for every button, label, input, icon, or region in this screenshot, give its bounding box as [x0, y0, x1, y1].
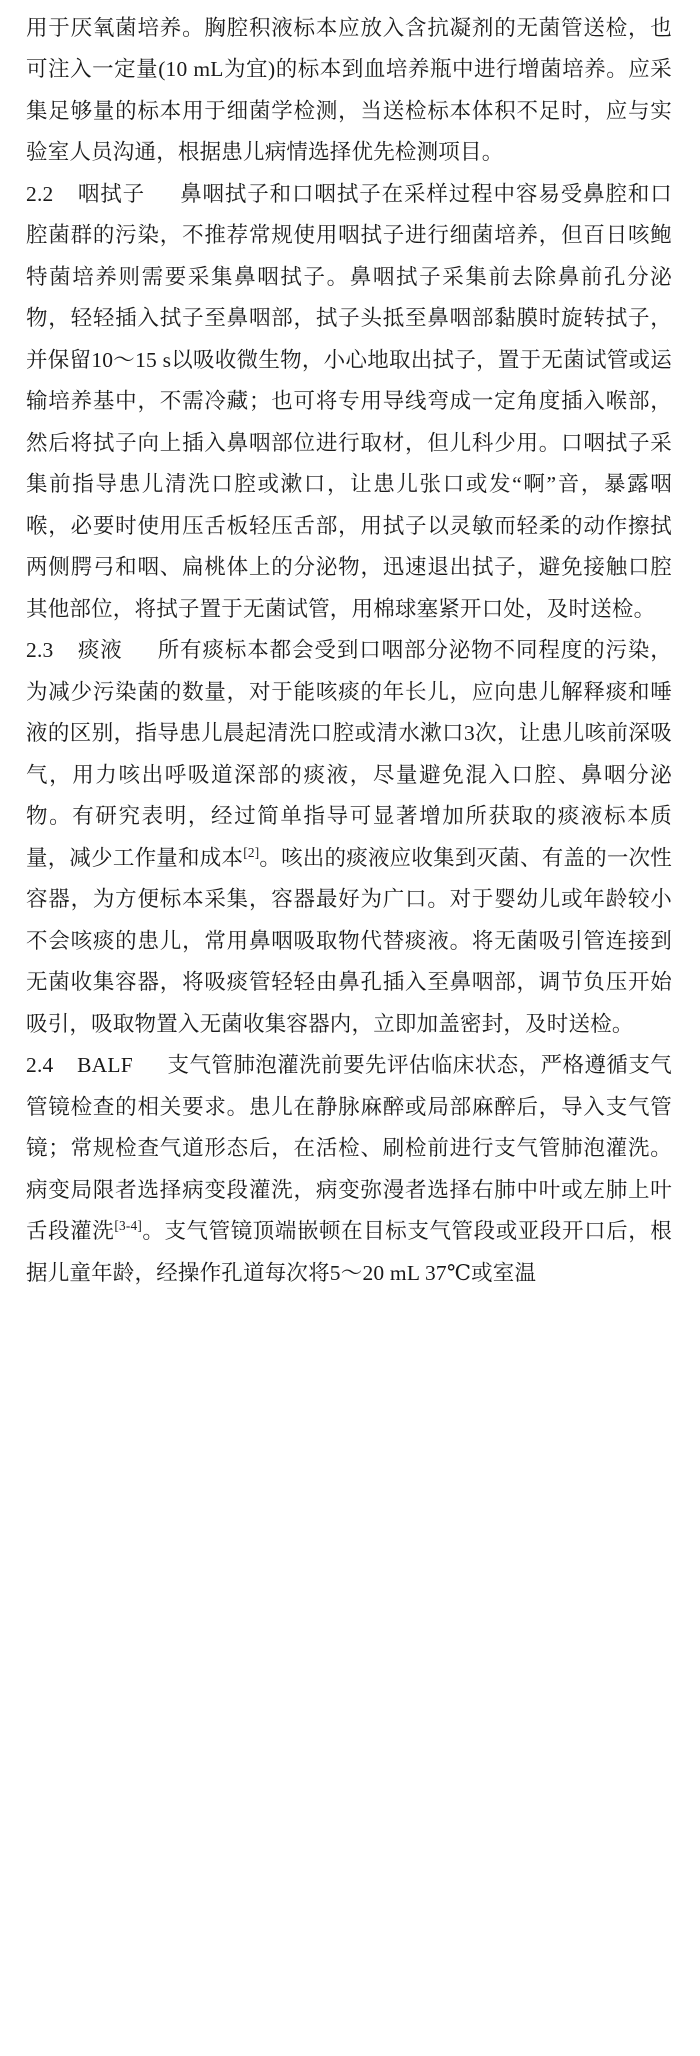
section-body-2-2: 鼻咽拭子和口咽拭子在采样过程中容易受鼻腔和口腔菌群的污染，不推荐常规使用咽拭子进行细菌培养，但百日咳鲍特菌培养则需要采集鼻咽拭子。鼻咽拭子采集前去除鼻前孔分泌物，轻轻插入拭子至鼻咽部，拭子头抵至鼻咽部黏膜时旋转拭子，并保留10～15 s以吸收微生物，小心地取出拭子，置于无菌试管或运输培养基中，不需冷藏；也可将专用导线弯成一定角度插入喉部，然后将拭子向上插入鼻咽部位进行取材，但儿科少用。口咽拭子采集前指导患儿清洗口腔或漱口，让患儿张口或发“啊”音，暴露咽喉，必要时使用压舌板轻压舌部，用拭子以灵敏而轻柔的动作擦拭两侧腭弓和咽、扁桃体上的分泌物，迅速退出拭子，避免接触口腔其他部位，将拭子置于无菌试管，用棉球塞紧开口处，及时送检。 — [26, 181, 672, 621]
reference-marker: [2] — [243, 844, 260, 860]
reference-marker: [3-4] — [114, 1217, 142, 1233]
section-number-2-3: 2.3 — [26, 638, 54, 663]
section-title-2-4: BALF — [77, 1053, 133, 1078]
section-title-2-2: 咽拭子 — [77, 181, 145, 206]
section-body-2-4: 支气管肺泡灌洗前要先评估临床状态，严格遵循支气管镜检查的相关要求。患儿在静脉麻醉或局部麻醉后，导入支气管镜；常规检查气道形态后，在活检、刷检前进行支气管肺泡灌洗。病变局限者选择病变段灌洗，病变弥漫者选择右肺中叶或左肺上叶舌段灌洗 — [26, 1053, 672, 1244]
paragraph-section-2-3 — [26, 630, 672, 1045]
paragraph-continued: 用于厌氧菌培养。胸腔积液标本应放入含抗凝剂的无菌管送检，也可注入一定量(10 mL为宜)的标本到血培养瓶中进行增菌培养。应采集足够量的标本用于细菌学检测，当送检标本体积不足时，应与实验室人员沟通，根据患儿病情选择优先检测项目。 — [26, 16, 672, 165]
section-body-2-3-cont: 。咳出的痰液应收集到灭菌、有盖的一次性容器，为方便标本采集，容器最好为广口。对于婴幼儿或年龄较小不会咳痰的患儿，常用鼻咽吸取物代替痰液。将无菌吸引管连接到无菌收集容器，将吸痰管轻轻由鼻孔插入至鼻咽部，调节负压开始吸引，吸取物置入无菌收集容器内，立即加盖密封，及时送检。 — [26, 845, 672, 1036]
paragraph-section-2-2 — [26, 174, 672, 630]
section-body-2-3: 所有痰标本都会受到口咽部分泌物不同程度的污染，为减少污染菌的数量，对于能咳痰的年长儿，应向患儿解释痰和唾液的区别，指导患儿晨起清洗口腔或清水漱口3次，让患儿咳前深吸气，用力咳出呼吸道深部的痰液，尽量避免混入口腔、鼻咽分泌物。有研究表明，经过简单指导可显著增加所获取的痰液标本质量，减少工作量和成本 — [26, 638, 672, 870]
section-title-2-3: 痰液 — [77, 638, 123, 663]
section-body-2-4-cont: 。支气管镜顶端嵌顿在目标支气管段或亚段开口后，根据儿童年龄，经操作孔道每次将5～20 mL 37℃或室温 — [26, 1219, 672, 1285]
paragraph-section-2-4 — [26, 1045, 672, 1294]
section-number-2-4: 2.4 — [26, 1053, 54, 1078]
section-number-2-2: 2.2 — [26, 181, 54, 206]
